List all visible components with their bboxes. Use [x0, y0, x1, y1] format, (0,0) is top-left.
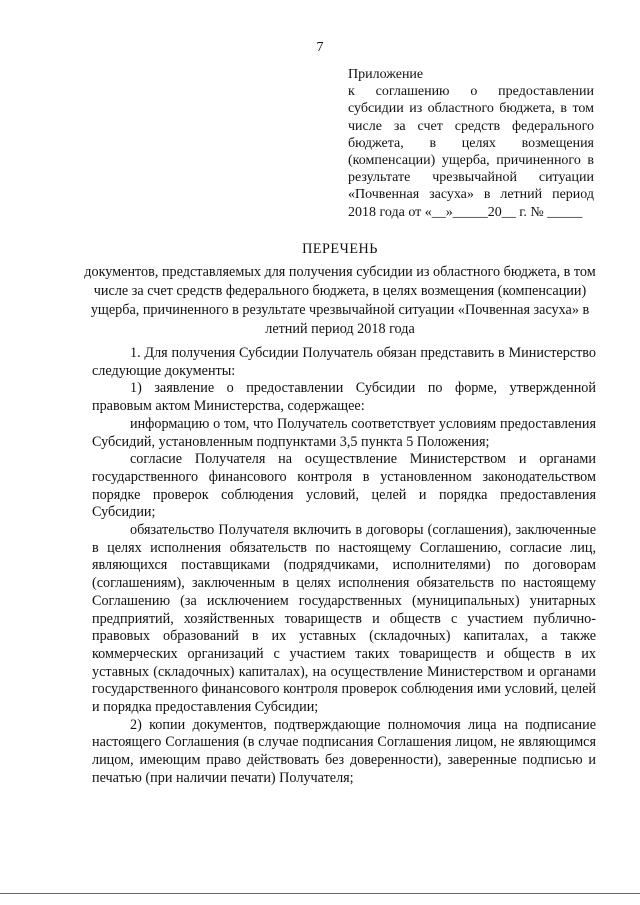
paragraph-5: обязательство Получателя включить в договоры (соглашения), заключенные в целях исполнения обязательств по настоящему Соглашению, согласие лиц, являющихся поставщиками (подрядчиками, исполнителями) по договорам (соглашениям), заключенным в целях исполнения обязательств по настоящему Соглашению (за исключением государственных (муниципальных) унитарных предприятий, хозяйственных товариществ и обществ с участием публично-правовых образований в их уставных (складочных) капиталах, а также коммерческих организаций с участием таких товариществ и обществ в их уставных (складочных) капиталах), на осуществление Министерством и органами государственного финансового контроля проверок соблюдения ими условий, целей и порядка предоставления Субсидии;	[92, 522, 596, 716]
appendix-block	[348, 66, 594, 221]
paragraph-4: согласие Получателя на осуществление Министерством и органами государственного финансового контроля в установленном законодательством порядке проверок соблюдения условий, целей и порядка предоставления Субсидии;	[92, 451, 596, 521]
document-title: ПЕРЕЧЕНЬ	[302, 241, 378, 257]
document-heading	[80, 240, 600, 339]
document-subtitle: документов, представляемых для получения субсидии из областного бюджета, в том числе за счет средств федерального бюджета, в целях возмещения (компенсации) ущерба, причиненного в результате чрезвычайной ситуации «Почвенная засуха» в летний период 2018 года	[84, 264, 596, 337]
appendix-title: Приложение	[348, 67, 424, 82]
paragraph-3: информацию о том, что Получатель соответствует условиям предоставления Субсидий, установленным подпунктами 3,5 пункта 5 Положения;	[92, 415, 596, 450]
appendix-text: к соглашению о предоставлении субсидии из областного бюджета, в том числе за счет средств федерального бюджета, в целях возмещения (компенсации) ущерба, причиненного в результате чрезвычайной ситуации «Почвенная засуха» в летний период 2018 года от «__»_____20__ г. № _____	[348, 84, 594, 220]
paragraph-1: 1. Для получения Субсидии Получатель обязан представить в Министерство следующие документы:	[92, 345, 596, 379]
page-number: 7	[316, 40, 324, 55]
paragraph-2: 1) заявление о предоставлении Субсидии по форме, утвержденной правовым актом Министерства, содержащее:	[92, 380, 596, 415]
document-body	[92, 345, 596, 788]
page-bottom-edge	[0, 893, 640, 894]
paragraph-6: 2) копии документов, подтверждающие полномочия лица на подписание настоящего Соглашения (в случае подписания Соглашения лицом, не являющимся лицом, имеющим право действовать без доверенности), заверенные подписью и печатью (при наличии печати) Получателя;	[92, 716, 596, 786]
